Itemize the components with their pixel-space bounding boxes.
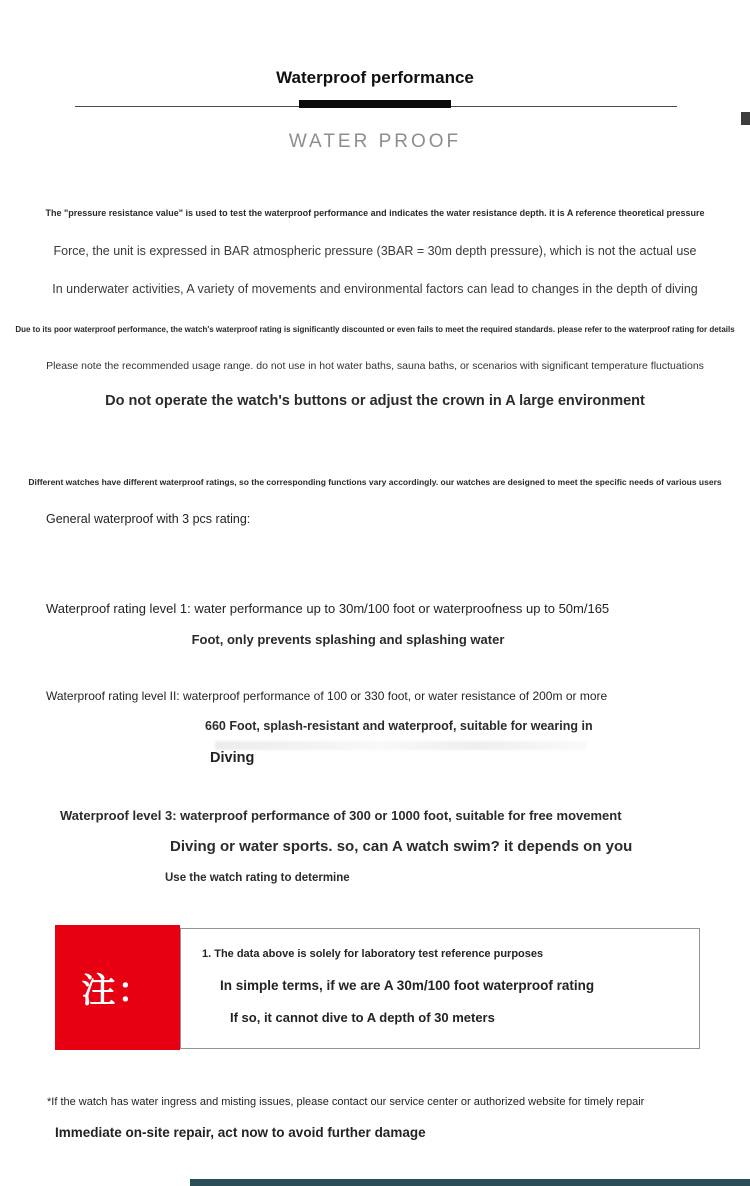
divider-accent-bar [299,100,451,108]
rating-level2-line2: 660 Foot, splash-resistant and waterproof, suitable for wearing in [205,719,593,733]
right-edge-mark [741,112,750,125]
intro-paragraph-5: Please note the recommended usage range. do not use in hot water baths, sauna baths, or scenarios with significant temperature fluctuations [46,360,704,372]
note-line-1: 1. The data above is solely for laboratory test reference purposes [202,948,544,960]
rating-level3-line2: Diving or water sports. so, can A watch swim? it depends on you [170,838,633,855]
ratings-heading: General waterproof with 3 pcs rating: [46,512,251,526]
intro-warning-text: Do not operate the watch's buttons or adjust the crown in A large environment [105,393,645,409]
intro-paragraph-3: In underwater activities, A variety of movements and environmental factors can lead to changes in the depth of diving [52,282,698,296]
rating-level1-line2: Foot, only prevents splashing and splashing water [191,632,505,647]
rating-level3-line3: Use the watch rating to determine [165,872,350,884]
intro-paragraph-1: The "pressure resistance value" is used to test the waterproof performance and indicates the water resistance depth. it is A reference theoretical pressure [45,208,705,218]
rating-level1-line1: Waterproof rating level 1: water performance up to 30m/100 foot or waterproofness up to 50m/165 [46,601,610,616]
watermark-subtitle: WATER PROOF [288,131,462,152]
footer-service-text: *If the watch has water ingress and misting issues, please contact our service center or authorized website for timely repair [47,1096,645,1108]
intro-paragraph-4: Due to its poor waterproof performance, the watch's waterproof rating is significantly discounted or even fails to meet the required standards. please refer to the waterproof rating for details [15,325,735,334]
intro-paragraph-2: Force, the unit is expressed in BAR atmospheric pressure (3BAR = 30m depth pressure), which is not the actual use [53,244,697,258]
rating-level3-line1: Waterproof level 3: waterproof performance of 300 or 1000 foot, suitable for free movement [60,808,622,823]
page-title: Waterproof performance [276,68,474,87]
footer-repair-text: Immediate on-site repair, act now to avoid further damage [55,1125,426,1140]
note-label-box [55,925,180,1050]
note-line-2: In simple terms, if we are A 30m/100 foot waterproof rating [220,978,595,993]
note-label: 注： [81,972,154,1010]
rating-level2-line3: Diving [210,750,255,766]
note-line-3: If so, it cannot dive to A depth of 30 meters [230,1010,495,1025]
rating-level2-line1: Waterproof rating level II: waterproof performance of 100 or 330 foot, or water resistance of 200m or more [46,689,608,703]
ratings-note-text: Different watches have different waterproof ratings, so the corresponding functions vary accordingly. our watches are designed to meet the specific needs of various users [28,477,722,487]
bottom-section-bar [190,1179,750,1186]
faded-text-line [215,741,587,750]
